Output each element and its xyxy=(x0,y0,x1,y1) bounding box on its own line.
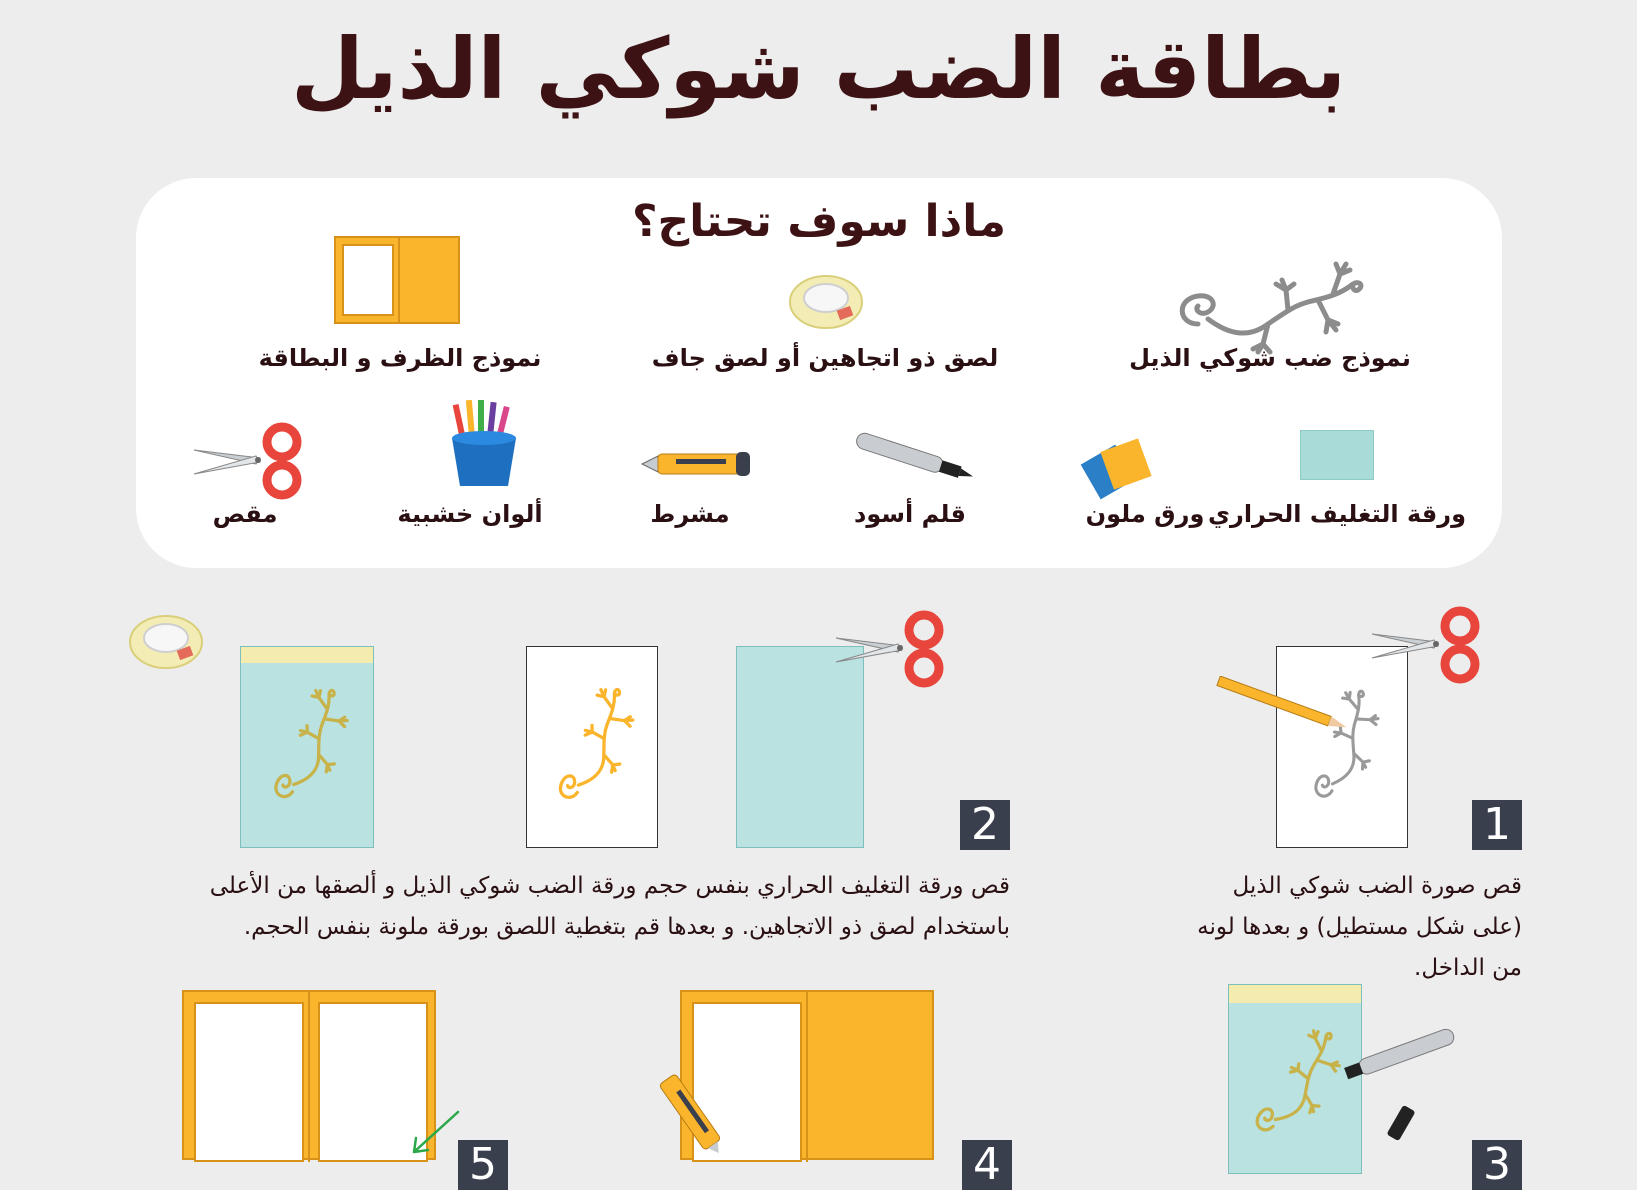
page-title: بطاقة الضب شوكي الذيل xyxy=(290,20,1347,118)
materials-label-black-pen: قلم أسود xyxy=(854,500,966,528)
step2-gecko-card xyxy=(526,646,658,848)
scissors-icon xyxy=(190,422,310,502)
step1-line: (على شكل مستطيل) و بعدها لونه xyxy=(1197,914,1522,940)
envelope-card-template-icon xyxy=(334,236,460,324)
tape-roll-icon xyxy=(126,612,206,672)
black-marker-icon xyxy=(846,428,986,488)
step-number-badge: 4 xyxy=(962,1140,1012,1190)
colored-pencils-cup-icon xyxy=(444,400,524,490)
tape-roll-icon xyxy=(786,272,866,332)
marker-cap-icon xyxy=(1384,1104,1424,1144)
black-marker-icon xyxy=(1336,1020,1486,1080)
cutter-knife-icon xyxy=(640,1066,740,1158)
step-number-badge: 3 xyxy=(1472,1140,1522,1190)
step1-line: من الداخل. xyxy=(1414,955,1522,981)
gecko-icon xyxy=(243,677,373,817)
step-number-badge: 2 xyxy=(960,800,1010,850)
materials-label-tape: لصق ذو اتجاهين أو لصق جاف xyxy=(651,344,999,372)
gecko-icon xyxy=(527,677,659,817)
materials-label-colored-paper: ورق ملون xyxy=(1085,500,1205,528)
step2-line: قص ورقة التغليف الحراري بنفس حجم ورقة الضب شوكي الذيل و ألصقها من الأعلى xyxy=(209,873,1010,899)
pencil-icon xyxy=(1210,676,1360,736)
arrow-icon xyxy=(404,1108,464,1158)
scissors-icon xyxy=(832,610,952,690)
materials-label-envelope-card: نموذج الظرف و البطاقة xyxy=(258,344,542,372)
materials-label-pencils: ألوان خشبية xyxy=(397,500,543,528)
step5-envelope-card xyxy=(182,990,436,1160)
materials-label-scissors: مقص xyxy=(212,500,278,528)
materials-label-gecko-template: نموذج ضب شوكي الذيل xyxy=(1129,344,1411,372)
step2-line: باستخدام لصق ذو الاتجاهين. و بعدها قم بتغطية اللصق بورقة ملونة بنفس الحجم. xyxy=(243,914,1010,940)
laminating-sheet-icon xyxy=(1300,430,1374,480)
cutter-knife-icon xyxy=(640,442,760,482)
materials-label-cutter: مشرط xyxy=(650,500,730,528)
step-number-badge: 1 xyxy=(1472,800,1522,850)
step2-instructions xyxy=(120,866,1010,948)
step1-line: قص صورة الضب شوكي الذيل xyxy=(1232,873,1522,899)
materials-heading: ماذا سوف تحتاج؟ xyxy=(632,196,1006,247)
scissors-icon xyxy=(1368,606,1488,686)
step1-instructions xyxy=(1100,866,1522,989)
step-number-badge: 5 xyxy=(458,1140,508,1190)
step2-laminated-card xyxy=(240,646,374,848)
materials-label-laminating: ورقة التغليف الحراري xyxy=(1208,500,1466,528)
